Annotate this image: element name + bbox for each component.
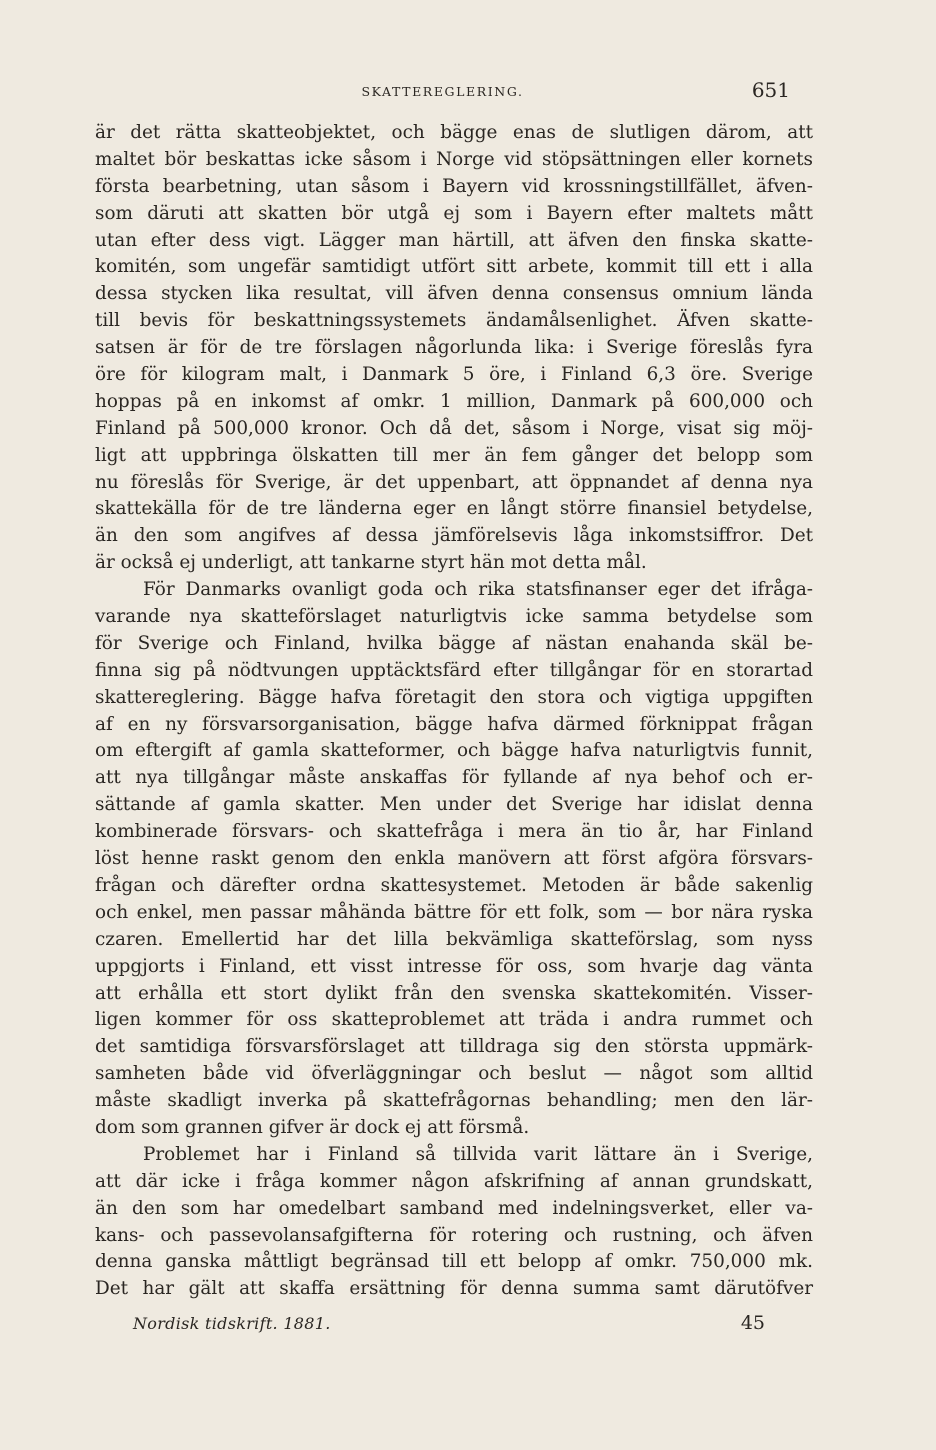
- page-header: [95, 78, 790, 108]
- text-line: maltet bör beskattas icke såsom i Norge vid stöpsättningen eller kornets: [95, 148, 813, 170]
- text-line: att erhålla ett stort dylikt från den svenska skattekomitén. Visser-: [95, 982, 813, 1004]
- text-line: ligt att uppbringa ölskatten till mer än fem gånger det belopp som: [95, 444, 813, 466]
- text-line: denna ganska måttligt begränsad till ett belopp af omkr. 750,000 mk.: [95, 1251, 813, 1273]
- text-line: czaren. Emellertid har det lilla bekvämliga skatteförslag, som nyss: [95, 928, 813, 950]
- running-title: SKATTEREGLERING.: [361, 84, 524, 99]
- text-line: samheten både vid öfverläggningar och beslut — något som alltid: [95, 1063, 813, 1085]
- text-line: kans- och passevolansafgifterna för rotering och rustning, och äfven: [95, 1224, 813, 1246]
- text-line: hoppas på en inkomst af omkr. 1 million, Danmark på 600,000 och: [95, 390, 813, 412]
- text-line: är också ej underligt, att tankarne styrt hän mot detta mål.: [95, 552, 647, 574]
- text-line: af en ny försvarsorganisation, bägge hafva därmed förknippat frågan: [95, 713, 813, 735]
- text-line: uppgjorts i Finland, ett visst intresse för oss, som hvarje dag vänta: [95, 955, 813, 977]
- text-line: att där icke i fråga kommer någon afskrifning af annan grundskatt,: [95, 1170, 813, 1192]
- page-footer: [95, 1314, 765, 1342]
- text-line: komitén, som ungefär samtidigt utfört sitt arbete, kommit till ett i alla: [95, 256, 813, 278]
- text-line: finna sig på nödtvungen upptäcktsfärd efter tillgångar för en storartad: [95, 659, 813, 681]
- text-line: kombinerade försvars- och skattefråga i mera än tio år, har Finland: [95, 821, 813, 843]
- body-text: [95, 120, 813, 1303]
- text-line: löst henne raskt genom den enkla manövern att först afgöra försvars-: [95, 848, 813, 870]
- text-line: Det har gält att skaffa ersättning för denna summa samt därutöfver: [95, 1278, 813, 1300]
- text-line: frågan och därefter ordna skattesystemet. Metoden är både sakenlig: [95, 874, 813, 896]
- text-line: om eftergift af gamla skatteformer, och bägge hafva naturligtvis funnit,: [95, 740, 813, 762]
- text-line: utan efter dess vigt. Lägger man härtill, att äfven den finska skatte-: [95, 229, 813, 251]
- text-line: Finland på 500,000 kronor. Och då det, såsom i Norge, visat sig möj-: [95, 417, 813, 439]
- text-line: sättande af gamla skatter. Men under det Sverige har idislat denna: [95, 794, 813, 816]
- text-line: dessa stycken lika resultat, vill äfven denna consensus omnium lända: [95, 283, 813, 305]
- journal-citation: Nordisk tidskrift. 1881.: [133, 1314, 331, 1333]
- text-line: dom som grannen gifver är dock ej att försmå.: [95, 1116, 530, 1138]
- text-line: och enkel, men passar måhända bättre för ett folk, som — bor nära ryska: [95, 901, 813, 923]
- text-line: som däruti att skatten bör utgå ej som i Bayern efter maltets mått: [95, 202, 813, 224]
- text-line: satsen är för de tre förslagen någorlunda lika: i Sverige föreslås fyra: [95, 337, 813, 359]
- page-number: 651: [751, 78, 790, 102]
- text-line: att nya tillgångar måste anskaffas för fyllande af nya behof och er-: [95, 767, 813, 789]
- sheet-signature: 45: [740, 1312, 765, 1334]
- text-line: för Sverige och Finland, hvilka bägge af nästan enahanda skäl be-: [95, 632, 813, 654]
- text-line: öre för kilogram malt, i Danmark 5 öre, i Finland 6,3 öre. Sverige: [95, 364, 813, 386]
- text-line: För Danmarks ovanligt goda och rika statsfinanser eger det ifråga-: [143, 579, 813, 601]
- text-line: skattereglering. Bägge hafva företagit den stora och vigtiga uppgiften: [95, 686, 813, 708]
- text-line: än den som angifves af dessa jämförelsevis låga inkomstsiffror. Det: [95, 525, 813, 547]
- text-line: nu föreslås för Sverige, är det uppenbart, att öppnandet af denna nya: [95, 471, 813, 493]
- text-line: första bearbetning, utan såsom i Bayern vid krossningstillfället, äfven-: [95, 175, 813, 197]
- text-line: ligen kommer för oss skatteproblemet att träda i andra rummet och: [95, 1009, 813, 1031]
- text-line: än den som har omedelbart samband med indelningsverket, eller va-: [95, 1197, 813, 1219]
- text-line: till bevis för beskattningssystemets ändamålsenlighet. Äfven skatte-: [95, 310, 813, 332]
- text-line: Problemet har i Finland så tillvida varit lättare än i Sverige,: [143, 1143, 813, 1165]
- text-line: är det rätta skatteobjektet, och bägge enas de slutligen därom, att: [95, 122, 813, 143]
- text-line: det samtidiga försvarsförslaget att tilldraga sig den största uppmärk-: [95, 1036, 813, 1058]
- text-line: skattekälla för de tre länderna eger en långt större finansiel betydelse,: [95, 498, 813, 520]
- text-line: varande nya skatteförslaget naturligtvis icke samma betydelse som: [95, 606, 813, 628]
- text-line: måste skadligt inverka på skattefrågornas behandling; men den lär-: [95, 1090, 813, 1112]
